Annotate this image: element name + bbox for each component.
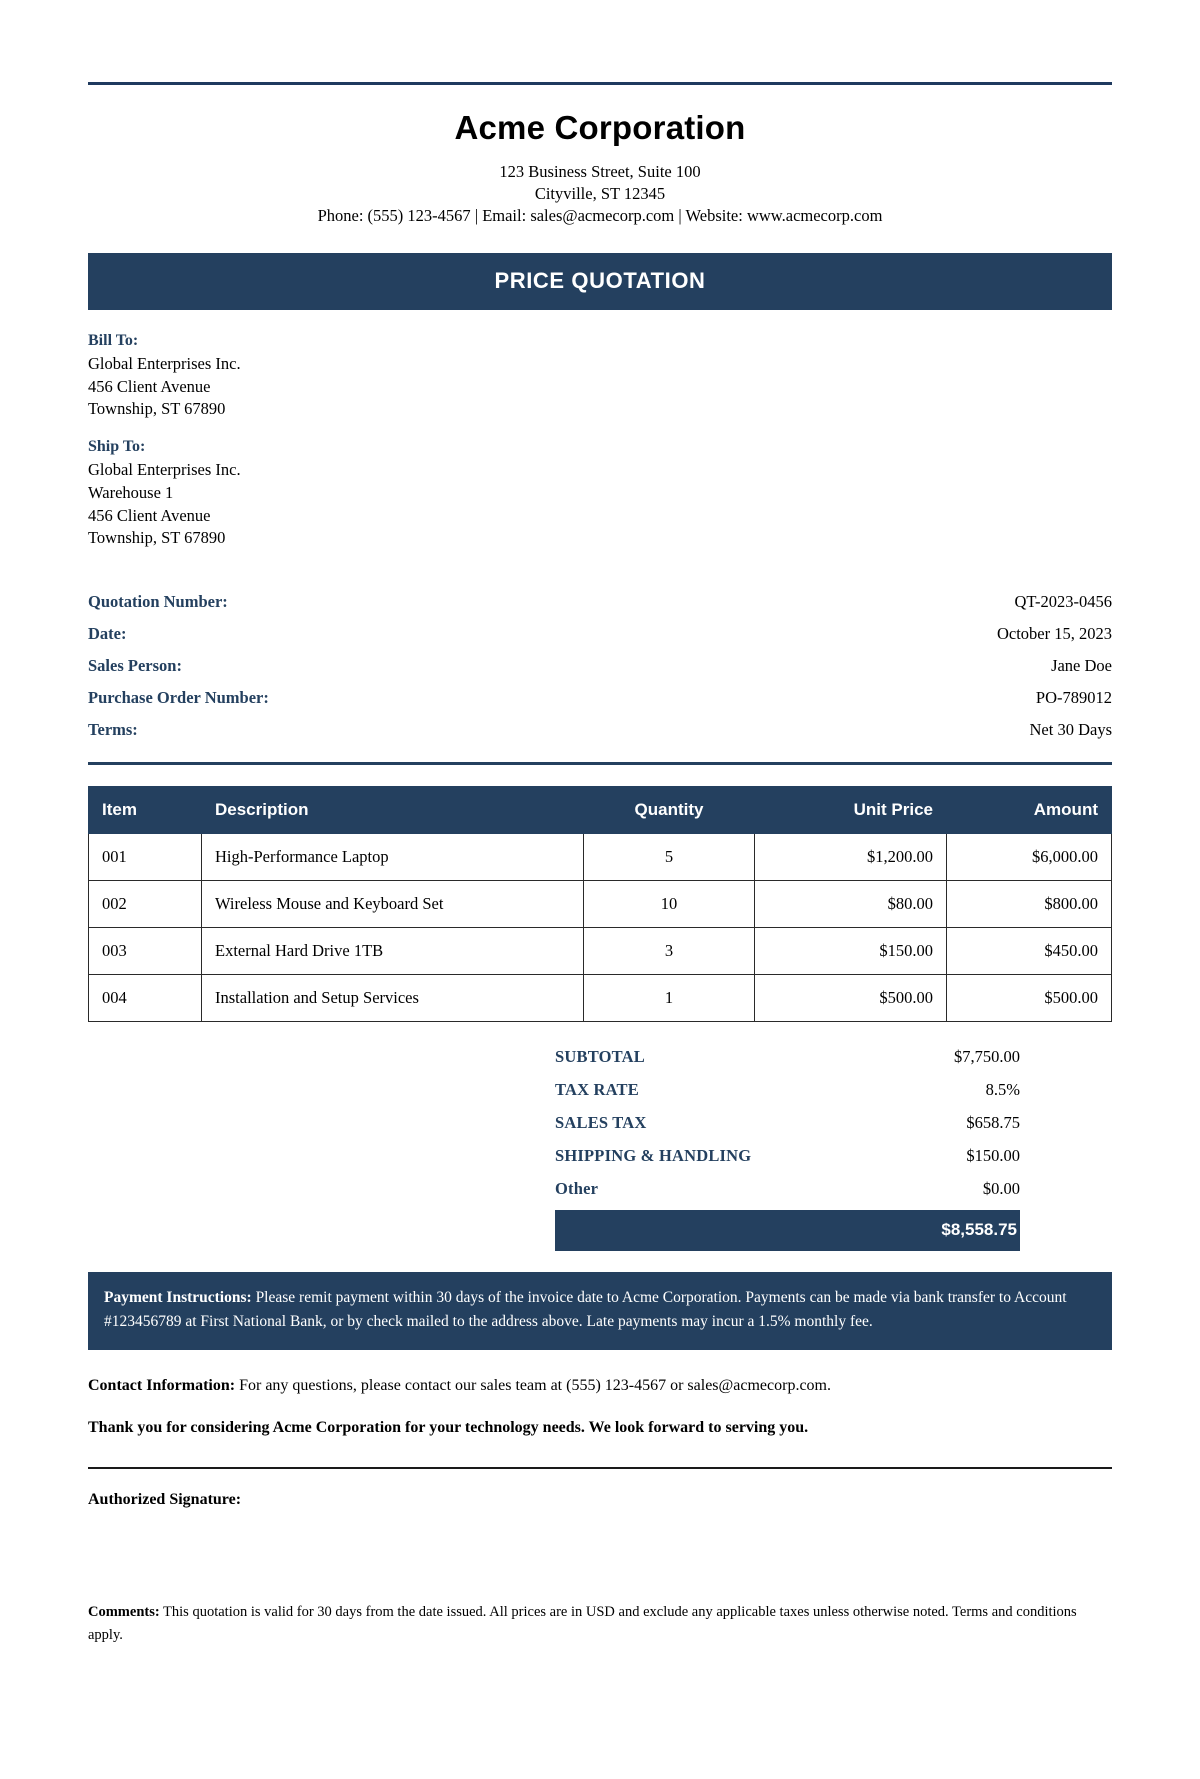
totals-section bbox=[555, 1040, 1020, 1251]
meta-row-purchase-order-number bbox=[88, 682, 1112, 714]
line-items-table bbox=[88, 786, 1112, 1022]
cell-item: 001 bbox=[89, 834, 202, 881]
cell-unit-price: $80.00 bbox=[755, 881, 947, 928]
cell-quantity: 10 bbox=[584, 881, 755, 928]
ship-to-line: Township, ST 67890 bbox=[88, 528, 226, 548]
contact-information bbox=[88, 1374, 1112, 1398]
cell-unit-price: $1,200.00 bbox=[755, 834, 947, 881]
cell-description: High-Performance Laptop bbox=[202, 834, 584, 881]
totals-row-sales-tax bbox=[555, 1106, 1020, 1139]
cell-item: 002 bbox=[89, 881, 202, 928]
column-header-amount: Amount bbox=[947, 787, 1112, 834]
meta-value: Jane Doe bbox=[1051, 656, 1112, 676]
payment-instructions-label: Payment Instructions: bbox=[104, 1289, 252, 1307]
column-header-item: Item bbox=[89, 787, 202, 834]
company-address-line-1: 123 Business Street, Suite 100 bbox=[499, 162, 701, 181]
column-header-description: Description bbox=[202, 787, 584, 834]
cell-item: 003 bbox=[89, 928, 202, 975]
ship-to-line: Warehouse 1 bbox=[88, 482, 174, 502]
cell-quantity: 1 bbox=[584, 975, 755, 1022]
table-row bbox=[89, 834, 1112, 881]
cell-unit-price: $150.00 bbox=[755, 928, 947, 975]
ship-to-label: Ship To: bbox=[88, 438, 146, 456]
address-section bbox=[88, 332, 1112, 550]
meta-value: PO-789012 bbox=[1035, 688, 1112, 708]
ship-to-line: 456 Client Avenue bbox=[88, 505, 211, 525]
cell-quantity: 5 bbox=[584, 834, 755, 881]
authorized-signature-label: Authorized Signature: bbox=[88, 1491, 242, 1509]
cell-unit-price: $500.00 bbox=[755, 975, 947, 1022]
contact-information-text: For any questions, please contact our sales team at (555) 123-4567 or sales@acmecorp.com. bbox=[235, 1377, 831, 1395]
cell-description: Installation and Setup Services bbox=[202, 975, 584, 1022]
contact-information-label: Contact Information: bbox=[88, 1377, 236, 1395]
document-title-bar: PRICE QUOTATION bbox=[88, 253, 1112, 310]
meta-label: Sales Person: bbox=[88, 656, 182, 676]
totals-value: 8.5% bbox=[985, 1079, 1020, 1099]
meta-label: Purchase Order Number: bbox=[88, 688, 269, 708]
meta-row-terms bbox=[88, 714, 1112, 746]
grand-total-bar bbox=[555, 1210, 1020, 1251]
items-table-top-rule bbox=[88, 762, 1112, 765]
ship-to-line: Global Enterprises Inc. bbox=[88, 460, 241, 480]
table-row bbox=[89, 928, 1112, 975]
meta-row-date bbox=[88, 618, 1112, 650]
payment-instructions-box bbox=[88, 1272, 1112, 1350]
totals-row-tax-rate bbox=[555, 1073, 1020, 1106]
cell-quantity: 3 bbox=[584, 928, 755, 975]
quotation-page bbox=[0, 82, 1200, 1779]
ship-to-block bbox=[88, 438, 1112, 550]
cell-amount: $6,000.00 bbox=[947, 834, 1112, 881]
bill-to-line: Township, ST 67890 bbox=[88, 399, 226, 419]
column-header-quantity: Quantity bbox=[584, 787, 755, 834]
totals-label: SHIPPING & HANDLING bbox=[555, 1145, 752, 1165]
company-address-line-2: Cityville, ST 12345 bbox=[534, 183, 666, 203]
meta-value: Net 30 Days bbox=[1029, 720, 1112, 740]
totals-row-subtotal bbox=[555, 1040, 1020, 1073]
grand-total-value: $8,558.75 bbox=[941, 1220, 1017, 1240]
cell-amount: $500.00 bbox=[947, 975, 1112, 1022]
company-header bbox=[88, 109, 1112, 227]
totals-label: Other bbox=[555, 1178, 599, 1198]
totals-value: $658.75 bbox=[966, 1112, 1020, 1132]
meta-row-sales-person bbox=[88, 650, 1112, 682]
comments-label: Comments: bbox=[88, 1604, 160, 1621]
cell-amount: $450.00 bbox=[947, 928, 1112, 975]
cell-description: External Hard Drive 1TB bbox=[202, 928, 584, 975]
bill-to-line: Global Enterprises Inc. bbox=[88, 353, 241, 373]
table-header-row bbox=[89, 787, 1112, 834]
meta-value: October 15, 2023 bbox=[996, 624, 1112, 644]
bill-to-block bbox=[88, 332, 1112, 421]
totals-row-other bbox=[555, 1172, 1020, 1205]
company-name: Acme Corporation bbox=[454, 109, 746, 146]
totals-label: SUBTOTAL bbox=[555, 1046, 645, 1066]
column-header-unit-price: Unit Price bbox=[755, 787, 947, 834]
payment-instructions-text: Please remit payment within 30 days of the invoice date to Acme Corporation. Payments can be made via bank transfer to Account #123456789 at First National Bank, or by check mailed to the address above. Late payments may incur a 1.5% monthly fee. bbox=[104, 1289, 1067, 1331]
totals-label: SALES TAX bbox=[555, 1112, 647, 1132]
meta-label: Terms: bbox=[88, 720, 138, 740]
company-contact-line: Phone: (555) 123-4567 | Email: sales@acmecorp.com | Website: www.acmecorp.com bbox=[317, 205, 883, 225]
bill-to-label: Bill To: bbox=[88, 331, 139, 349]
comments-text: This quotation is valid for 30 days from the date issued. All prices are in USD and exclude any applicable taxes unless otherwise noted. Terms and conditions apply. bbox=[88, 1604, 1077, 1643]
table-row bbox=[89, 881, 1112, 928]
bill-to-line: 456 Client Avenue bbox=[88, 376, 211, 396]
comments-section bbox=[88, 1601, 1112, 1686]
meta-row-quotation-number bbox=[88, 586, 1112, 618]
totals-value: $150.00 bbox=[966, 1145, 1020, 1165]
totals-value: $7,750.00 bbox=[954, 1046, 1020, 1066]
quotation-meta-section bbox=[88, 586, 1112, 746]
totals-value: $0.00 bbox=[982, 1178, 1020, 1198]
table-row bbox=[89, 975, 1112, 1022]
cell-amount: $800.00 bbox=[947, 881, 1112, 928]
totals-label: TAX RATE bbox=[555, 1079, 639, 1099]
header-top-rule bbox=[88, 82, 1112, 85]
meta-value: QT-2023-0456 bbox=[1014, 592, 1112, 612]
meta-label: Quotation Number: bbox=[88, 592, 228, 612]
cell-item: 004 bbox=[89, 975, 202, 1022]
cell-description: Wireless Mouse and Keyboard Set bbox=[202, 881, 584, 928]
meta-label: Date: bbox=[88, 624, 127, 644]
signature-divider bbox=[88, 1467, 1112, 1469]
totals-row-shipping-handling bbox=[555, 1139, 1020, 1172]
thank-you-message: Thank you for considering Acme Corporation for your technology needs. We look forward to serving you. bbox=[88, 1419, 809, 1437]
